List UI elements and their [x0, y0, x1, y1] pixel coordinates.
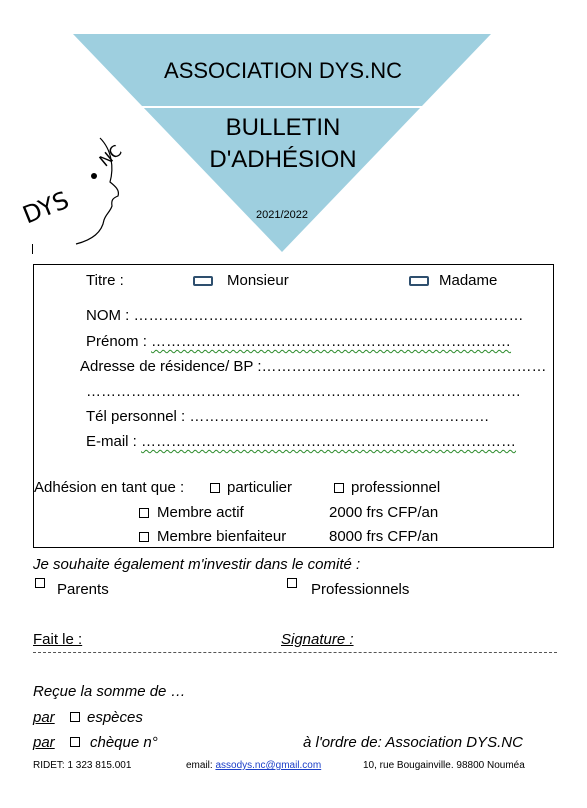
madame-checkbox[interactable] [409, 276, 429, 286]
tel-field[interactable]: Tél personnel : …………………………………………………… [86, 408, 490, 425]
parents-checkbox[interactable] [35, 578, 45, 588]
adresse-field[interactable]: Adresse de résidence/ BP :………………………………………………… [80, 358, 547, 375]
monsieur-checkbox[interactable] [193, 276, 213, 286]
signature-label: Signature : [281, 631, 354, 648]
email-field[interactable] [86, 433, 516, 450]
membre-bienfaiteur-label: Membre bienfaiteur [157, 528, 287, 545]
school-year: 2021/2022 [256, 209, 308, 221]
prenom-field[interactable] [86, 333, 511, 350]
adhesion-label: Adhésion en tant que : [34, 479, 185, 496]
org-name: ASSOCIATION DYS.NC [164, 58, 402, 83]
professionnels-checkbox[interactable] [287, 578, 297, 588]
nom-field[interactable]: NOM : …………………………………………………………………… [86, 307, 524, 324]
email-dots: ………………………………………………………………… [141, 433, 517, 450]
email-label: E-mail : [86, 433, 142, 450]
membre-actif-price: 2000 frs CFP/an [329, 504, 439, 521]
especes-checkbox[interactable] [70, 712, 80, 722]
cheque-checkbox[interactable] [70, 737, 80, 747]
footer-email-label: email: [186, 760, 216, 771]
titre-label: Titre : [86, 272, 124, 289]
cheque-label: chèque n° [90, 734, 158, 751]
membre-bienfaiteur-checkbox[interactable] [139, 532, 149, 542]
committee-question: Je souhaite également m'investir dans le comité : [33, 556, 361, 573]
footer-address: 10, rue Bougainville. 98800 Nouméa [363, 760, 525, 771]
email-link[interactable]: assodys.nc@gmail.com [215, 760, 322, 771]
ridet-number: RIDET: 1 323 815.001 [33, 760, 132, 771]
particulier-label: particulier [227, 479, 293, 496]
form-title-line1: BULLETIN [225, 114, 341, 141]
prenom-dots: ……………………………………………………………… [151, 333, 512, 350]
membre-actif-label: Membre actif [157, 504, 244, 521]
adresse-line2[interactable]: …………………………………………………………………………… [86, 383, 521, 400]
monsieur-label: Monsieur [227, 272, 289, 289]
par-label-2: par [33, 734, 55, 751]
fait-le-label: Fait le : [33, 631, 83, 648]
madame-label: Madame [439, 272, 498, 289]
membre-actif-checkbox[interactable] [139, 508, 149, 518]
par-label-1: par [33, 709, 55, 726]
svg-text:DYS: DYS [18, 185, 73, 230]
dashed-divider [33, 652, 557, 653]
svg-text:NC: NC [95, 141, 126, 171]
especes-label: espèces [87, 709, 143, 726]
professionnels-label: Professionnels [311, 581, 410, 598]
ordre-label: à l'ordre de: Association DYS.NC [303, 734, 523, 751]
professionnel-label: professionnel [351, 479, 441, 496]
membre-bienfaiteur-price: 8000 frs CFP/an [329, 528, 439, 545]
form-title-line2: D'ADHÉSION [209, 146, 357, 173]
parents-label: Parents [57, 581, 109, 598]
footer-email [186, 760, 321, 771]
cursor-mark [32, 244, 33, 254]
recu-label: Reçue la somme de … [33, 683, 186, 700]
particulier-checkbox[interactable] [210, 483, 220, 493]
professionnel-checkbox[interactable] [334, 483, 344, 493]
dys-nc-logo [14, 120, 134, 250]
prenom-label: Prénom : [86, 333, 152, 350]
